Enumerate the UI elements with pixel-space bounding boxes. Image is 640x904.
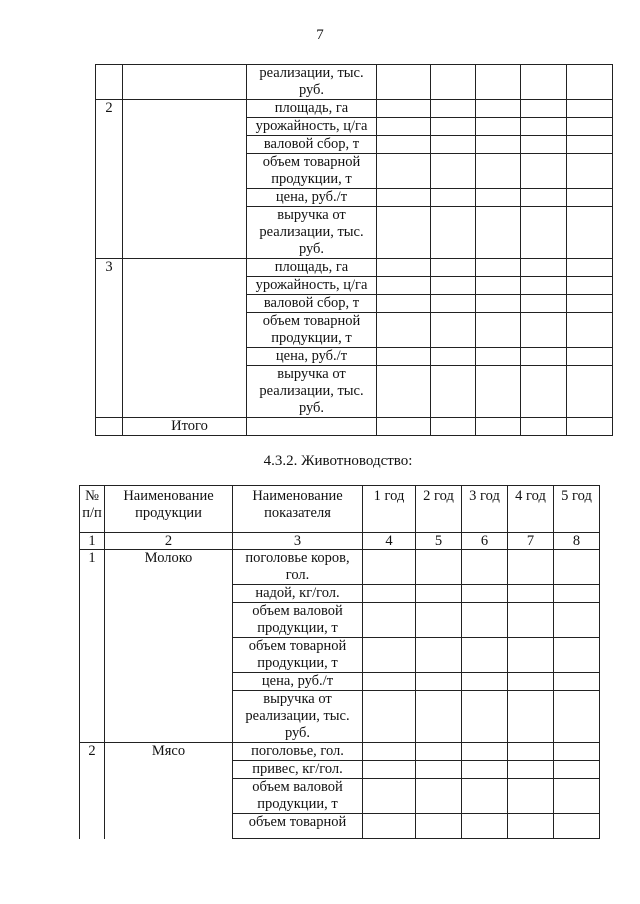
column-number: 4 bbox=[363, 533, 416, 550]
table-row bbox=[96, 259, 613, 277]
row-number: 3 bbox=[96, 259, 123, 418]
product-name bbox=[123, 100, 247, 259]
column-number: 1 bbox=[80, 533, 105, 550]
header-cell: 5 год bbox=[554, 486, 600, 533]
indicator-name: объем валовой продукции, т bbox=[233, 603, 363, 638]
column-number: 7 bbox=[508, 533, 554, 550]
row-number: 2 bbox=[80, 743, 105, 839]
indicator-name: объем товарной продукции, т bbox=[247, 154, 377, 189]
product-name bbox=[123, 65, 247, 100]
indicator-name: поголовье, гол. bbox=[233, 743, 363, 761]
header-cell: 3 год bbox=[462, 486, 508, 533]
table-row bbox=[80, 743, 600, 761]
product-name: Мясо bbox=[105, 743, 233, 839]
indicator-name: объем валовой продукции, т bbox=[233, 779, 363, 814]
column-number: 5 bbox=[416, 533, 462, 550]
indicator-name: поголовье коров, гол. bbox=[233, 550, 363, 585]
column-number: 3 bbox=[233, 533, 363, 550]
header-cell: Наименование показателя bbox=[233, 486, 363, 533]
indicator-name: выручка от реализации, тыс. руб. bbox=[247, 207, 377, 259]
column-number: 2 bbox=[105, 533, 233, 550]
column-numbers-row bbox=[80, 533, 600, 550]
indicator-name: площадь, га bbox=[247, 259, 377, 277]
indicator-name: выручка от реализации, тыс. руб. bbox=[247, 366, 377, 418]
row-number: 2 bbox=[96, 100, 123, 259]
indicator-name: урожайность, ц/га bbox=[247, 118, 377, 136]
product-name: Молоко bbox=[105, 550, 233, 743]
indicator-name: урожайность, ц/га bbox=[247, 277, 377, 295]
column-number: 6 bbox=[462, 533, 508, 550]
total-label: Итого bbox=[123, 418, 247, 436]
indicator-name: объем товарной bbox=[233, 814, 363, 839]
indicator-name: валовой сбор, т bbox=[247, 136, 377, 154]
livestock-table bbox=[79, 485, 600, 839]
indicator-name: цена, руб./т bbox=[247, 189, 377, 207]
indicator-name: объем товарной продукции, т bbox=[233, 638, 363, 673]
indicator-name: цена, руб./т bbox=[247, 348, 377, 366]
row-number: 1 bbox=[80, 550, 105, 743]
column-number: 8 bbox=[554, 533, 600, 550]
product-name bbox=[123, 259, 247, 418]
table-row bbox=[80, 550, 600, 585]
indicator-name: привес, кг/гол. bbox=[233, 761, 363, 779]
header-cell: № п/п bbox=[80, 486, 105, 533]
header-cell: 4 год bbox=[508, 486, 554, 533]
indicator-name: надой, кг/гол. bbox=[233, 585, 363, 603]
indicator-name: валовой сбор, т bbox=[247, 295, 377, 313]
row-number bbox=[96, 65, 123, 100]
indicator-name: цена, руб./т bbox=[233, 673, 363, 691]
crop-production-table bbox=[95, 64, 613, 436]
table-row bbox=[96, 65, 613, 100]
header-row bbox=[80, 486, 600, 533]
header-cell: 2 год bbox=[416, 486, 462, 533]
section-title: 4.3.2. Животноводство: bbox=[263, 453, 413, 469]
total-row bbox=[96, 418, 613, 436]
indicator-name: выручка от реализации, тыс. руб. bbox=[233, 691, 363, 743]
header-cell: 1 год bbox=[363, 486, 416, 533]
indicator-name: объем товарной продукции, т bbox=[247, 313, 377, 348]
indicator-name: реализации, тыс. руб. bbox=[247, 65, 377, 100]
header-cell: Наименование продукции bbox=[105, 486, 233, 533]
indicator-name: площадь, га bbox=[247, 100, 377, 118]
table-row bbox=[96, 100, 613, 118]
page-number: 7 bbox=[316, 27, 324, 43]
